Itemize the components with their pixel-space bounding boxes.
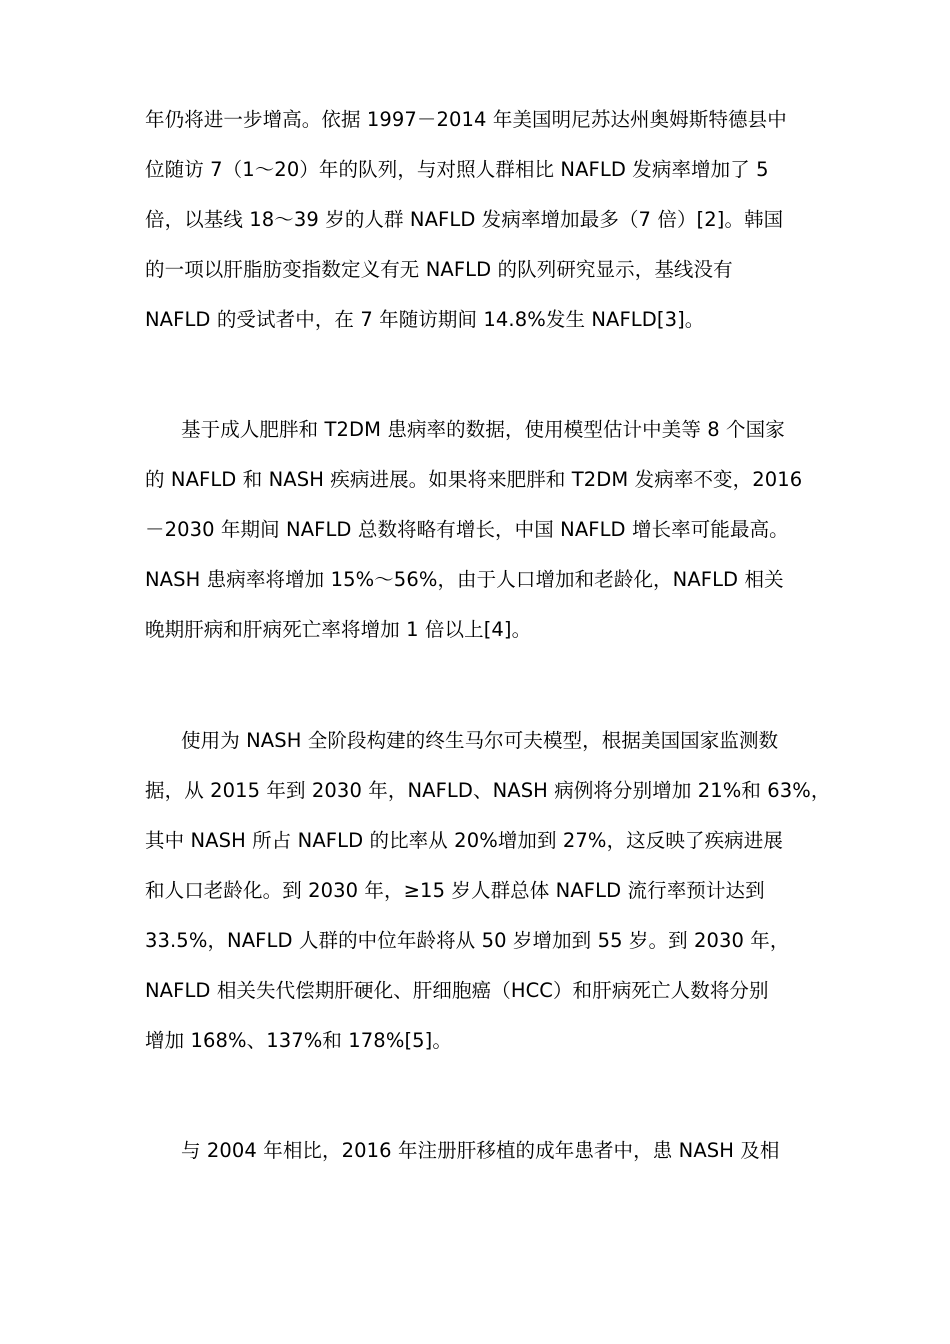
text-line: 的一项以肝脂肪变指数定义有无 NAFLD 的队列研究显示，基线没有 xyxy=(145,258,733,281)
text-line: 和人口老龄化。到 2030 年，≥15 岁人群总体 NAFLD 流行率预计达到 xyxy=(145,879,765,902)
text-line: 晚期肝病和肝病死亡率将增加 1 倍以上[4]。 xyxy=(145,618,532,641)
text-line: NAFLD 相关失代偿期肝硬化、肝细胞癌（HCC）和肝病死亡人数将分别 xyxy=(145,979,769,1002)
text-line: NAFLD 的受试者中，在 7 年随访期间 14.8%发生 NAFLD[3]。 xyxy=(145,308,705,331)
text-line: 的 NAFLD 和 NASH 疾病进展。如果将来肥胖和 T2DM 发病率不变，2016 xyxy=(145,468,803,491)
text-line: 倍，以基线 18～39 岁的人群 NAFLD 发病率增加最多（7 倍）[2]。韩国 xyxy=(145,208,784,231)
text-line: 据，从 2015 年到 2030 年，NAFLD、NASH 病例将分别增加 21%和 63%， xyxy=(145,779,831,802)
text-line: 基于成人肥胖和 T2DM 患病率的数据，使用模型估计中美等 8 个国家 xyxy=(181,418,785,441)
text-line: 年仍将进一步增高。依据 1997－2014 年美国明尼苏达州奥姆斯特德县中 xyxy=(145,108,787,131)
text-line: 使用为 NASH 全阶段构建的终生马尔可夫模型，根据美国国家监测数 xyxy=(181,729,779,752)
text-line: 增加 168%、137%和 178%[5]。 xyxy=(145,1029,452,1052)
text-line: 33.5%，NAFLD 人群的中位年龄将从 50 岁增加到 55 岁。到 2030 年， xyxy=(145,929,790,952)
text-line: NASH 患病率将增加 15%～56%，由于人口增加和老龄化，NAFLD 相关 xyxy=(145,568,784,591)
text-line: 与 2004 年相比，2016 年注册肝移植的成年患者中，患 NASH 及相 xyxy=(181,1139,780,1162)
text-line: 其中 NASH 所占 NAFLD 的比率从 20%增加到 27%，这反映了疾病进展 xyxy=(145,829,783,852)
text-line: 位随访 7（1～20）年的队列，与对照人群相比 NAFLD 发病率增加了 5 xyxy=(145,158,769,181)
text-line: －2030 年期间 NAFLD 总数将略有增长，中国 NAFLD 增长率可能最高。 xyxy=(145,518,789,541)
